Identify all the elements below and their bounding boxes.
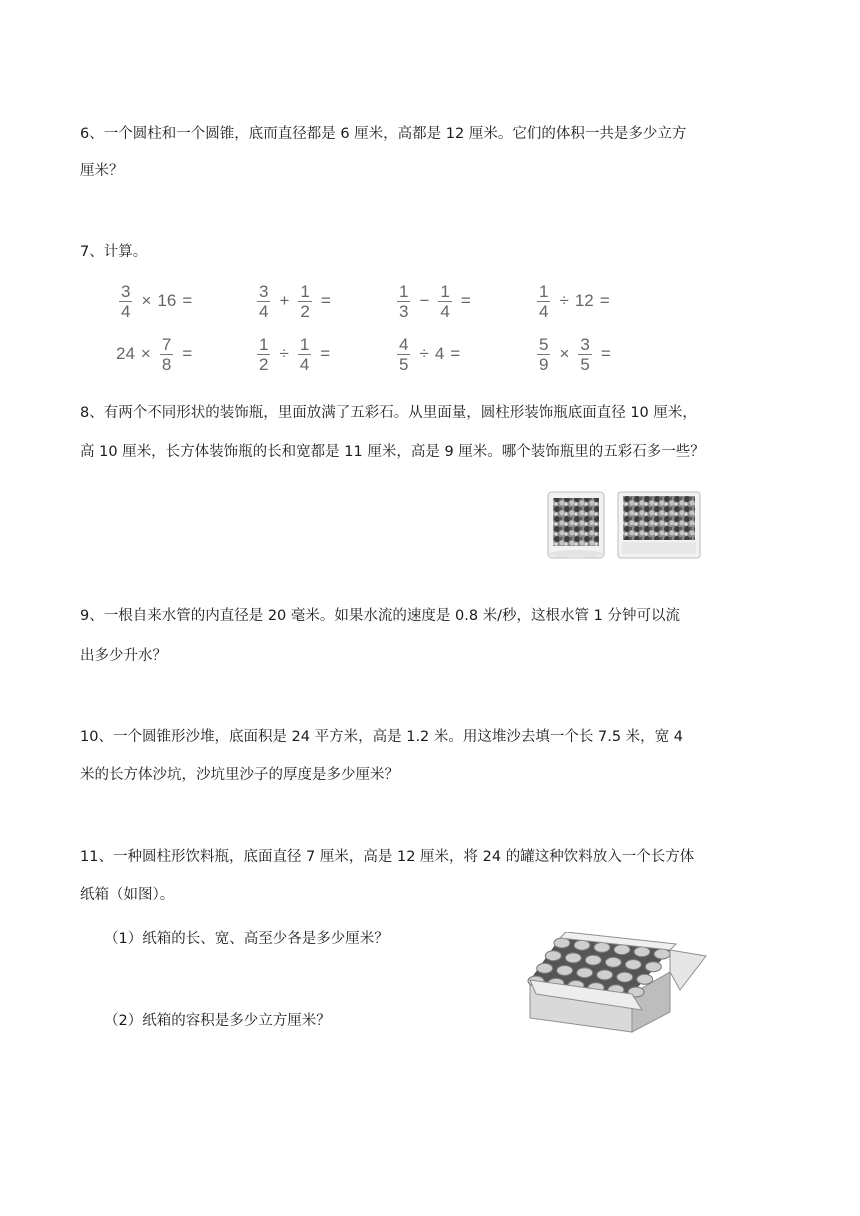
q6-line2: 厘米？ [80,163,124,179]
can-top [597,970,613,980]
can-top [625,960,641,970]
q11-line1: 11、一种圆柱形饮料瓶，底面直径 7 厘米，高是 12 厘米，将 24 的罐这种饮料放入一个长方体 [80,849,695,865]
can-top [637,974,653,984]
cylinder-vase [548,492,604,558]
can-top [614,945,630,955]
q10-line2: 米的长方体沙坑，沙坑里沙子的厚度是多少厘米？ [80,767,399,783]
decorative-vases-illustration [544,486,704,562]
can-top [654,949,670,959]
q11-sub1: （1）纸箱的长、宽、高至少各是多少厘米？ [104,931,389,947]
expr-7: $\frac{4}{5}$ ÷ 4 = [399,334,461,374]
cuboid-vase [618,492,700,558]
q11-sub2: （2）纸箱的容积是多少立方厘米？ [104,1013,331,1029]
can-top [645,962,661,972]
can-top [574,940,590,950]
can-top [605,957,621,967]
q7-title: 7、计算。 [80,244,148,260]
can-top [594,942,610,952]
can-top [565,953,581,963]
q10-line1: 10、一个圆锥形沙堆，底面积是 24 平方米，高是 1.2 米。用这堆沙去填一个长 7.5 米，宽 4 [80,729,684,745]
can-top [617,972,633,982]
can-top [537,963,553,973]
q11-line2: 纸箱（如图）。 [80,887,175,903]
expr-5: 24 × $\frac{7}{8}$ = [116,334,193,374]
expr-2: $\frac{3}{4}$ + $\frac{1}{2}$ = [259,281,331,321]
can-top [634,947,650,957]
q6-line1: 6、一个圆柱和一个圆锥，底而直径都是 6 厘米，高都是 12 厘米。它们的体积一共是多少立方 [80,126,687,142]
can-top [585,955,601,965]
expr-3: $\frac{1}{3}$ − $\frac{1}{4}$ = [399,281,471,321]
carton-of-cans-illustration [520,932,710,1036]
expr-6: $\frac{1}{2}$ ÷ $\frac{1}{4}$ = [259,334,331,374]
can-top [554,938,570,948]
q9-line2: 出多少升水？ [80,648,167,664]
can-top [545,951,561,961]
expr-1: $\frac{3}{4}$ × 16 = [121,281,193,321]
can-top [577,968,593,978]
q9-line1: 9、一根自来水管的内直径是 20 毫米。如果水流的速度是 0.8 米/秒，这根水管 1 分钟可以流 [80,608,680,624]
can-top [557,966,573,976]
expr-4: $\frac{1}{4}$ ÷ 12 = [539,281,610,321]
expr-8: $\frac{5}{9}$ × $\frac{3}{5}$ = [539,334,611,374]
q8-line2: 高 10 厘米，长方体装饰瓶的长和宽都是 11 厘米，高是 9 厘米。哪个装饰瓶里的五彩石多一些？ [80,444,705,460]
q8-line1: 8、有两个不同形状的装饰瓶，里面放满了五彩石。从里面量，圆柱形装饰瓶底面直径 10 厘米， [80,405,697,421]
